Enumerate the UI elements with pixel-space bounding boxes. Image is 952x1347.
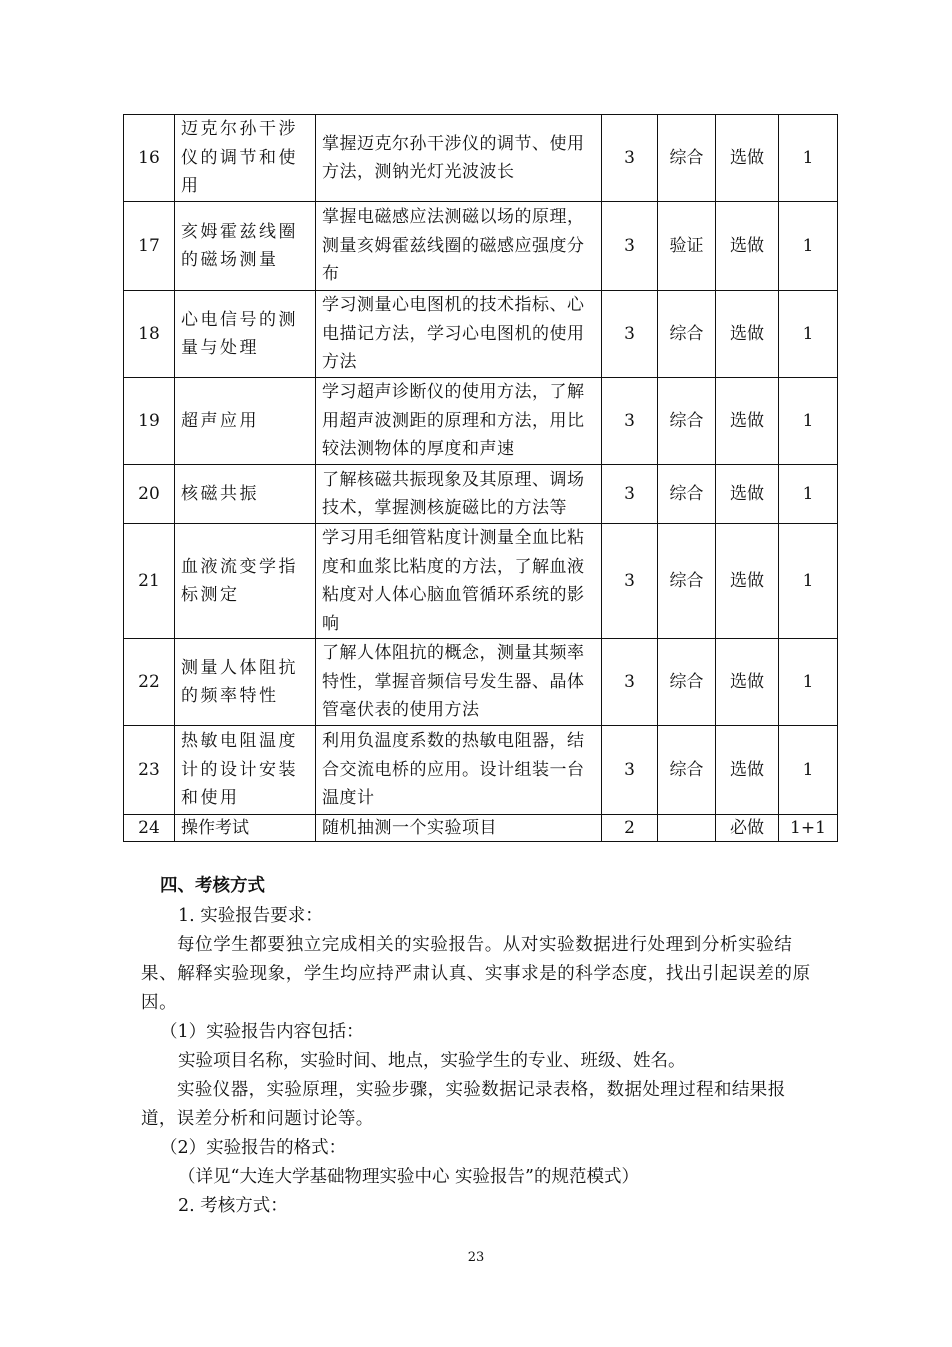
experiment-type: 综合 <box>658 291 716 378</box>
experiment-description: 学习超声诊断仪的使用方法，了解用超声波测距的原理和方法，用比较法测物体的厚度和声速 <box>316 378 602 465</box>
list-item: （2）实验报告的格式： <box>160 1138 347 1158</box>
experiment-requirement: 选做 <box>716 115 779 202</box>
experiment-groups: 1 <box>779 378 838 465</box>
table-row <box>124 465 838 524</box>
experiment-name: 血液流变学指标测定 <box>175 524 316 639</box>
experiment-requirement: 选做 <box>716 378 779 465</box>
row-number: 21 <box>124 524 175 639</box>
experiment-groups: 1 <box>779 465 838 524</box>
experiment-hours: 3 <box>602 202 658 291</box>
experiment-groups: 1 <box>779 524 838 639</box>
experiment-requirement: 选做 <box>716 291 779 378</box>
experiment-groups: 1 <box>779 202 838 291</box>
table-row <box>124 291 838 378</box>
row-number: 20 <box>124 465 175 524</box>
table-row <box>124 639 838 726</box>
experiment-description: 学习测量心电图机的技术指标、心电描记方法，学习心电图机的使用方法 <box>316 291 602 378</box>
experiment-hours: 3 <box>602 115 658 202</box>
experiment-requirement: 选做 <box>716 202 779 291</box>
table-row <box>124 115 838 202</box>
experiment-hours: 3 <box>602 524 658 639</box>
experiment-hours: 3 <box>602 726 658 815</box>
page-number: 23 <box>467 1250 485 1265</box>
experiment-name: 测量人体阻抗的频率特性 <box>175 639 316 726</box>
experiment-groups: 1 <box>779 726 838 815</box>
experiment-type: 综合 <box>658 378 716 465</box>
experiment-name: 迈克尔孙干涉仪的调节和使用 <box>175 115 316 202</box>
experiment-requirement: 选做 <box>716 465 779 524</box>
experiment-name: 操作考试 <box>175 815 316 842</box>
experiment-requirement: 选做 <box>716 726 779 815</box>
experiment-name: 核磁共振 <box>175 465 316 524</box>
row-number: 19 <box>124 378 175 465</box>
experiment-type: 综合 <box>658 115 716 202</box>
experiment-hours: 3 <box>602 291 658 378</box>
row-number: 22 <box>124 639 175 726</box>
experiment-name: 热敏电阻温度计的设计安装和使用 <box>175 726 316 815</box>
list-item: （1）实验报告内容包括： <box>160 1022 364 1042</box>
experiment-requirement: 必做 <box>716 815 779 842</box>
experiment-hours: 3 <box>602 378 658 465</box>
experiment-description: 随机抽测一个实验项目 <box>316 815 602 842</box>
experiment-name: 超声应用 <box>175 378 316 465</box>
paragraph: 实验仪器，实验原理，实验步骤，实验数据记录表格，数据处理过程和结果报道，误差分析和问题讨论等。 <box>141 1080 786 1129</box>
experiment-name: 心电信号的测量与处理 <box>175 291 316 378</box>
experiment-description: 掌握电磁感应法测磁以场的原理，测量亥姆霍兹线圈的磁感应强度分布 <box>316 202 602 291</box>
row-number: 23 <box>124 726 175 815</box>
experiment-description: 了解核磁共振现象及其原理、调场技术，掌握测核旋磁比的方法等 <box>316 465 602 524</box>
section-heading: 四、考核方式 <box>160 876 265 896</box>
experiment-type: 综合 <box>658 726 716 815</box>
row-number: 17 <box>124 202 175 291</box>
experiment-hours: 3 <box>602 465 658 524</box>
experiment-type: 综合 <box>658 524 716 639</box>
paragraph: （详见“大连大学基础物理实验中心 实验报告”的规范模式） <box>178 1167 639 1187</box>
table-row <box>124 378 838 465</box>
row-number: 18 <box>124 291 175 378</box>
experiment-requirement: 选做 <box>716 639 779 726</box>
experiment-groups: 1+1 <box>779 815 838 842</box>
subsection-title: 1. 实验报告要求： <box>178 906 323 926</box>
experiment-type: 综合 <box>658 465 716 524</box>
table-row <box>124 726 838 815</box>
table-row <box>124 202 838 291</box>
paragraph: 每位学生都要独立完成相关的实验报告。从对实验数据进行处理到分析实验结果、解释实验现象，学生均应持严肃认真、实事求是的科学态度，找出引起误差的原因。 <box>141 935 811 1013</box>
experiment-hours: 3 <box>602 639 658 726</box>
experiment-type: 综合 <box>658 639 716 726</box>
experiment-description: 了解人体阻抗的概念，测量其频率特性，掌握音频信号发生器、晶体管毫伏表的使用方法 <box>316 639 602 726</box>
experiment-description: 学习用毛细管粘度计测量全血比粘度和血浆比粘度的方法，了解血液粘度对人体心脑血管循环系统的影响 <box>316 524 602 639</box>
table-row <box>124 524 838 639</box>
experiment-type: 验证 <box>658 202 716 291</box>
subsection-title: 2. 考核方式： <box>178 1196 288 1216</box>
experiment-description: 利用负温度系数的热敏电阻器，结合交流电桥的应用。设计组装一台温度计 <box>316 726 602 815</box>
experiment-groups: 1 <box>779 115 838 202</box>
experiment-type <box>658 815 716 842</box>
experiment-description: 掌握迈克尔孙干涉仪的调节、使用方法，测钠光灯光波波长 <box>316 115 602 202</box>
experiment-groups: 1 <box>779 639 838 726</box>
experiment-name: 亥姆霍兹线圈的磁场测量 <box>175 202 316 291</box>
experiment-groups: 1 <box>779 291 838 378</box>
row-number: 24 <box>124 815 175 842</box>
experiment-hours: 2 <box>602 815 658 842</box>
table-row <box>124 815 838 842</box>
row-number: 16 <box>124 115 175 202</box>
experiment-requirement: 选做 <box>716 524 779 639</box>
experiment-table <box>123 114 838 842</box>
paragraph: 实验项目名称，实验时间、地点，实验学生的专业、班级、姓名。 <box>178 1051 686 1071</box>
